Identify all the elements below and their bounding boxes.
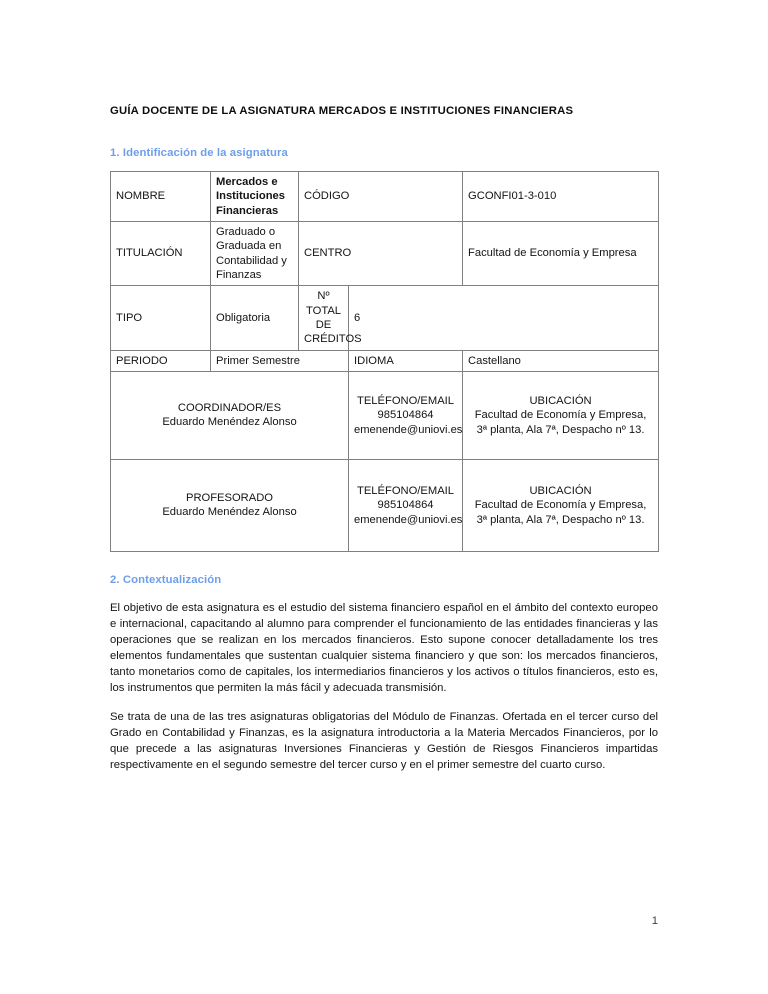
- cell-titulacion-label: TITULACIÓN: [111, 222, 211, 286]
- cell-profesorado-contact: [349, 459, 463, 551]
- cell-tipo-value: Obligatoria: [211, 286, 299, 350]
- coordinador-ubicacion-label: UBICACIÓN: [529, 394, 592, 407]
- table-row-periodo: [111, 350, 659, 371]
- profesorado-email: emenende@uniovi.es: [354, 513, 463, 526]
- cell-idioma-label: IDIOMA: [349, 350, 463, 371]
- profesorado-ubicacion-value: Facultad de Economía y Empresa, 3ª planta, Ala 7ª, Despacho nº 13.: [474, 499, 647, 526]
- coordinador-phone: 985104864: [377, 409, 434, 422]
- profesorado-label: PROFESORADO: [185, 492, 274, 505]
- cell-coordinador: [111, 371, 349, 459]
- cell-nombre-value: Mercados e Instituciones Financieras: [211, 172, 299, 222]
- profesorado-phone: 985104864: [377, 499, 434, 512]
- contextualizacion-paragraph-2: Se trata de una de las tres asignaturas obligatorias del Módulo de Finanzas. Ofertada en el tercer curso del Grado en Contabilidad y Finanzas, es la asignatura introductoria a la Materia Mercados Financieros, por lo que precede a las asignaturas Inversiones Financieras y Gestión de Riesgos Financieros impartidas respectivamente en el segundo semestre del tercer curso y en el primer semestre del cuarto curso.: [110, 711, 658, 772]
- page-title: GUÍA DOCENTE DE LA ASIGNATURA MERCADOS E INSTITUCIONES FINANCIERAS: [110, 105, 574, 117]
- cell-periodo-label: PERIODO: [111, 350, 211, 371]
- cell-tipo-label: TIPO: [111, 286, 211, 350]
- profesorado-name: Eduardo Menéndez Alonso: [162, 506, 297, 519]
- cell-titulacion-value: Graduado o Graduada en Contabilidad y Finanzas: [211, 222, 299, 286]
- cell-nombre-label: NOMBRE: [111, 172, 211, 222]
- section-heading-contextualizacion: 2. Contextualización: [110, 573, 222, 586]
- coordinador-email: emenende@uniovi.es: [354, 423, 463, 436]
- section-heading-identificacion: 1. Identificación de la asignatura: [110, 147, 288, 160]
- profesorado-ubicacion-label: UBICACIÓN: [529, 484, 592, 497]
- cell-profesorado-ubicacion: [463, 459, 659, 551]
- table-row-coordinador: [111, 371, 659, 459]
- cell-profesorado: [111, 459, 349, 551]
- cell-creditos-value: 6: [349, 286, 659, 350]
- cell-idioma-value: Castellano: [463, 350, 659, 371]
- cell-creditos-label: Nº TOTAL DE CRÉDITOS: [299, 286, 349, 350]
- coordinador-name: Eduardo Menéndez Alonso: [162, 416, 297, 429]
- table-row-nombre: [111, 172, 659, 222]
- cell-codigo-label: CÓDIGO: [299, 172, 463, 222]
- table-row-profesorado: [111, 459, 659, 551]
- subject-identification-table: [110, 171, 659, 552]
- coordinador-label: COORDINADOR/ES: [177, 402, 282, 415]
- cell-coordinador-contact: [349, 371, 463, 459]
- cell-centro-label: CENTRO: [299, 222, 463, 286]
- coordinador-contact-label: TELÉFONO/EMAIL: [357, 394, 454, 407]
- coordinador-ubicacion-value: Facultad de Economía y Empresa, 3ª planta, Ala 7ª, Despacho nº 13.: [474, 409, 647, 436]
- table-row-titulacion: [111, 222, 659, 286]
- table-row-tipo: [111, 286, 659, 350]
- cell-centro-value: Facultad de Economía y Empresa: [463, 222, 659, 286]
- cell-periodo-value: Primer Semestre: [211, 350, 349, 371]
- page-number: 1: [651, 915, 658, 927]
- cell-codigo-value: GCONFI01-3-010: [463, 172, 659, 222]
- contextualizacion-paragraph-1: El objetivo de esta asignatura es el estudio del sistema financiero español en el ámbito del contexto europeo e internacional, capacitando al alumno para comprender el funcionamiento de las entidades financieras y las operaciones que se realizan en los mercados financieros. Esto supone conocer detalladamente los tres elementos fundamentales que sustentan cualquier sistema financiero y que son: los mercados financieros, tanto monetarios como de capitales, los intermediarios financieros y los activos o títulos financieros, esto es, los instrumentos que permiten la más fácil y adecuada transmisión.: [110, 601, 658, 695]
- profesorado-contact-label: TELÉFONO/EMAIL: [357, 484, 454, 497]
- cell-coordinador-ubicacion: [463, 371, 659, 459]
